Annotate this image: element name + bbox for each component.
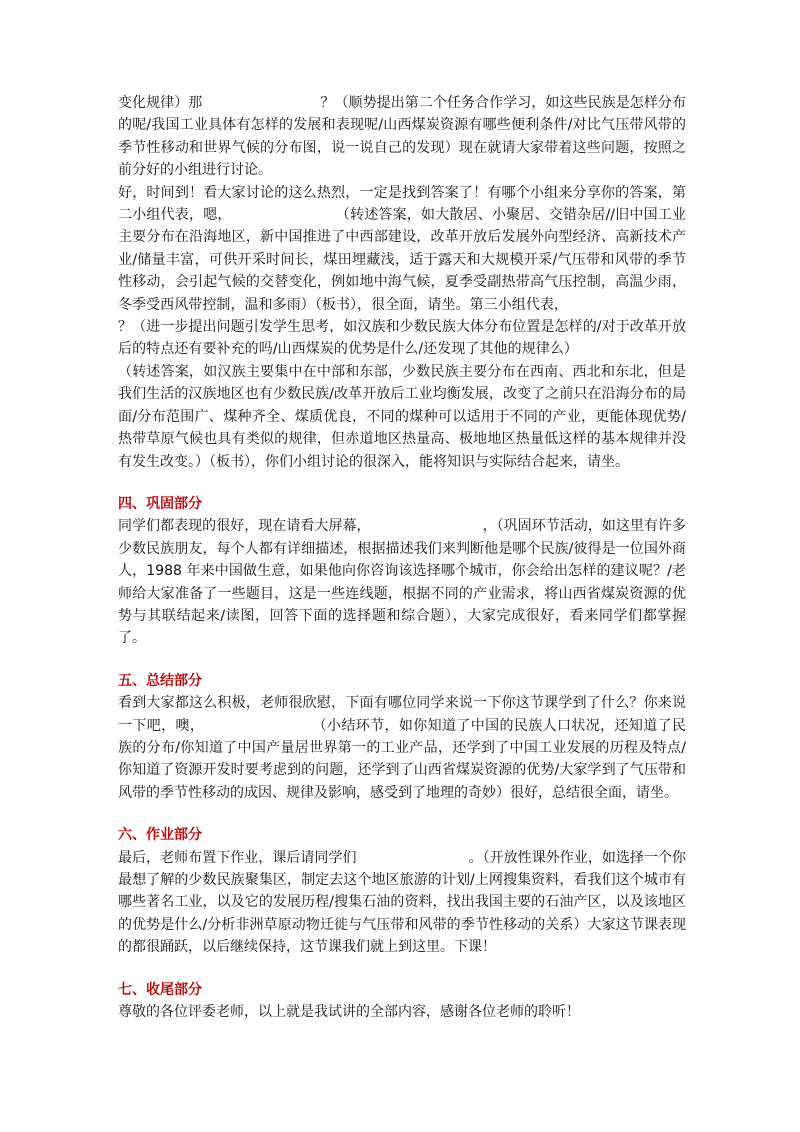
paragraph-summary	[118, 692, 686, 804]
text-segment: ？（进一步提出问题引发学生思考，如汉族和少数民族大体分布位置是怎样的/对于改革开放后的特点还有要补充的吗/山西煤炭的优势是什么/还发现了其他的规律么）	[118, 319, 686, 358]
paragraph-closing	[118, 1001, 686, 1023]
document-page	[118, 92, 686, 1023]
text-segment: 好，时间到！看大家讨论的这么热烈，一定是找到答案了！有哪个小组来分享你的答案，第二小组代表，嗯，	[118, 184, 686, 224]
text-segment: （小结环节，如你知道了中国的民族人口状况，还知道了民族的分布/你知道了中国产量居世界第一的工业产品，还学到了中国工业发展的历程及特点/你知道了资源开发时要考虑到的问题，还学到了山西省煤炭资源的优势/大家学到了气压带和风带的季节性移动的成因、规律及影响，感受到了地理的奇妙）很好，总结很全面，请坐。	[118, 717, 686, 801]
section-heading-summary: 五、总结部分	[118, 672, 202, 689]
text-segment: 看到大家都这么积极，老师很欣慰，下面有哪位同学来说一下你这节课学到了什么？你来说一下吧，噢，	[118, 695, 686, 734]
paragraph-discussion-intro	[118, 92, 686, 182]
text-segment: ，（巩固环节活动，如这里有许多少数民族朋友，每个人都有详细描述，根据描述我们来判断他是哪个民族/彼得是一位国外商人，1988 年来中国做生意，如果他向你咨询该选择哪个城市，你会给出怎样的建议呢？/老师给大家准备了一些题目，这是一些连线题，根据不同的产业需求，将山西省煤炭资源的优势与其联结起来/读图，回答下面的选择题和综合题），大家完成很好，看来同学们都掌握了。	[118, 518, 687, 647]
text-segment: ？（顺势提出第二个任务合作学习，如这些民族是怎样分布的呢/我国工业具体有怎样的发展和表现呢/山西煤炭资源有哪些便利条件/对比气压带风带的季节性移动和世界气候的分布图，说一说自己的发现）现在就请大家带着这些问题，按照之前分好的小组进行讨论。	[118, 95, 686, 179]
section-heading-closing: 七、收尾部分	[118, 981, 202, 998]
section-heading-homework: 六、作业部分	[118, 827, 202, 844]
text-segment: 同学们都表现的很好，现在请看大屏幕，	[118, 518, 371, 535]
text-segment: 。（开放性课外作业，如选择一个你最想了解的少数民族聚集区，制定去这个地区旅游的计划/上网搜集资料，看我们这个城市有哪些著名工业，以及它的发展历程/搜集石油的资料，找出我国主要的石油产区，以及该地区的优势是什么/分析非洲草原动物迁徙与气压带和风带的季节性移动的关系）大家这节课表现的都很踊跃，以后继续保持，这节课我们就上到这里。下课！	[118, 849, 686, 956]
section-heading-consolidation: 四、巩固部分	[118, 495, 202, 512]
paragraph-homework	[118, 847, 686, 959]
paragraph-group-sharing	[118, 182, 686, 473]
text-segment: （转述答案，如汉族主要集中在中部和东部，少数民族主要分布在西南、西北和东北，但是我们生活的汉族地区也有少数民族/改革开放后工业均衡发展，改变了之前只在沿海分布的局面/分布范围广、煤种齐全、煤质优良，不同的煤种可以适用于不同的产业，更能体现优势/热带草原气候也具有类似的规律，但赤道地区热量高、极地地区热量低这样的基本规律并没有发生改变。）（板书），你们小组讨论的很深入，能将知识与实际结合起来，请坐。	[118, 363, 686, 470]
text-segment: （转述答案，如大散居、小聚居、交错杂居//旧中国工业主要分布在沿海地区，新中国推进了中西部建设，改革开放后发展外向型经济、高新技术产业/储量丰富，可供开采时间长，煤田埋藏浅，适于露天和大规模开采/气压带和风带的季节性移动，会引起气候的交替变化，例如地中海气候，夏季受副热带高气压控制，高温少雨，冬季受西风带控制，温和多雨）（板书），很全面，请坐。第三小组代表，	[118, 207, 686, 313]
text-segment: 最后，老师布置下作业，课后请同学们	[118, 849, 357, 866]
text-segment: 尊敬的各位评委老师，以上就是我试讲的全部内容，感谢各位老师的聆听！	[118, 1004, 580, 1021]
text-segment: 变化规律）那	[118, 95, 203, 111]
paragraph-consolidation	[118, 515, 686, 649]
